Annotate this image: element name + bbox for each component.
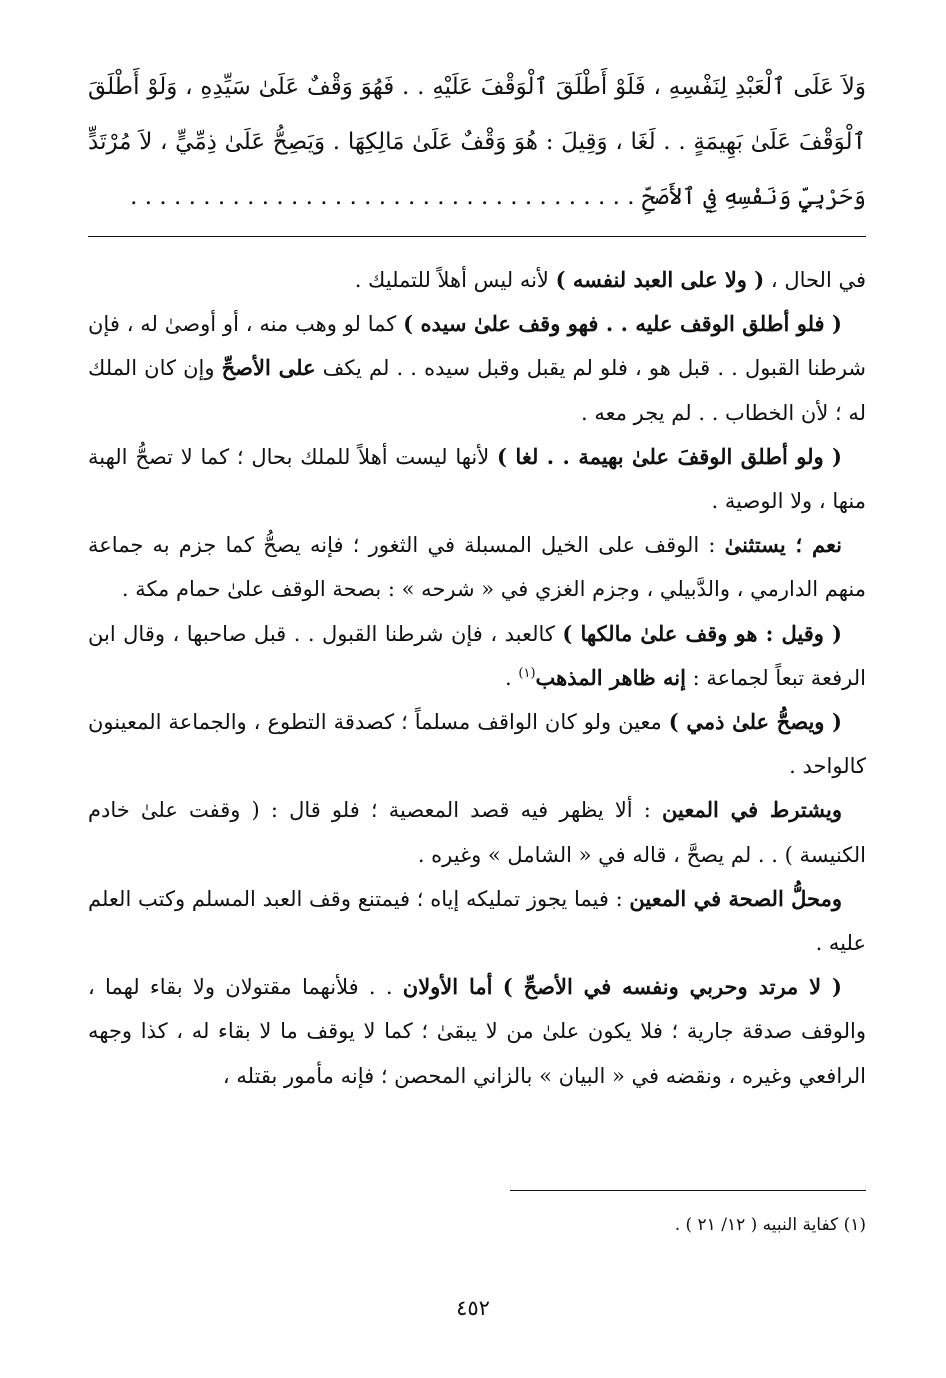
footnote-separator-rule [510,1190,866,1191]
matn-line-1: وَلاَ عَلَى ٱلْعَبْدِ لِنَفْسِهِ ، فَلَوْ أَطْلَقَ ٱلْوَقْفَ عَلَيْهِ . . فَهُوَ وَقْفٌ عَلَىٰ سَيِّدِهِ ، وَلَوْ أَطْلَقَ [88,74,866,100]
sharh-paragraph-7 [88,788,866,876]
p4-text-b: : الوقف على الخيل المسبلة في الثغور ؛ فإنه يصحُّ كما جزم به جماعة منهم الدارمي ، والدَّبيلي ، وجزم الغزي في « شرحه » : بصحة الوقف علىٰ حمام مكة . [88,533,866,602]
sharh-paragraph-3 [88,435,866,523]
p8-bold-term: ومحلُّ الصحة في المعين [629,885,842,911]
p1-bold-quote: ( ولا على العبد لنفسه ) [555,267,765,292]
matn-separator-rule [88,236,866,237]
matn-line-3-text: وَحَرْبِيٍّ وَنَفْسِهِ فِي ٱلأَصَحِّ . [627,184,866,210]
sharh-paragraph-5 [88,612,866,700]
p2-bold-quote: ( فلو أطلق الوقف عليه . . فهو وقف علىٰ سيده ) [403,311,842,337]
matn-text-block [88,60,866,225]
p7-bold-term: ويشترط في المعين [662,797,842,823]
sharh-paragraph-8 [88,877,866,965]
p9-bold-quote: ( لا مرتد وحربي ونفسه في الأصحِّ ) [502,974,842,1000]
p2-text-b: كما لو وهب منه ، أو أوصىٰ له ، فإن شرطنا القبول . . قبل هو ، فلو لم يقبل وقبل سيده . . لم يكف [88,312,866,381]
sharh-paragraph-4 [88,523,866,611]
p1-text-c: لأنه ليس أهلاً للتمليك . [354,268,556,292]
p7-text-b: : ألا يظهر فيه قصد المعصية ؛ فلو قال : ( وقفت علىٰ خادم الكنيسة ) . . لم يصحَّ ، قاله في « الشامل » وغيره . [88,798,866,867]
matn-line-3 [88,170,866,225]
matn-ellipsis-dots: . . . . . . . . . . . . . . . . . . . . . . . . . . . . . . . . . . [130,184,620,210]
p9-space [493,975,503,999]
p5-bold-term: إنه ظاهر المذهب [535,664,686,690]
p5-text-b: كالعبد ، فإن شرطنا القبول . . قبل صاحبها ، وقال ابن الرفعة تبعاً لجماعة : [88,621,866,690]
sharh-commentary-block [88,258,866,1098]
sharh-paragraph-6 [88,700,866,788]
p3-text-b: لأنها ليست أهلاً للملك بحال ؛ كما لا تصحُّ الهبة منها ، ولا الوصية . [88,444,866,514]
p2-text-d: وإن كان الملك له ؛ لأن الخطاب . . لم يجر معه . [88,356,866,425]
p6-text-b: معين ولو كان الواقف مسلماً ؛ كصدقة التطوع ، والجماعة المعينون كالواحد . [88,710,866,779]
p6-bold-quote: ( ويصحُّ علىٰ ذمي ) [668,709,842,735]
sharh-paragraph-1 [88,258,866,302]
sharh-paragraph-2 [88,302,866,435]
page-number: ٤٥٢ [456,1296,490,1320]
p8-text-b: : فيما يجوز تمليكه إياه ؛ فيمتنع وقف العبد المسلم وكتب العلم عليه . [88,886,866,956]
p3-bold-quote: ( ولو أطلق الوقفَ علىٰ بهيمة . . لغا ) [497,443,842,469]
p9-text-d: . . فلأنهما مقتولان ولا بقاء لهما ، والوقف صدقة جارية ؛ فلا يكون علىٰ من لا يبقىٰ ؛ كما لا يوقف ما لا بقاء له ، كذا وجهه الرافعي وغيره ، ونقضه في « البيان » بالزاني المحصن ؛ فإنه مأمور بقتله ، [88,975,866,1088]
footnote: (١) كفاية النبيه ( ١٢/ ٢١ ) . [674,1215,866,1235]
matn-line-2: ٱلْوَقْفَ عَلَىٰ بَهِيمَةٍ . . لَغَا ، وَقِيلَ : هُوَ وَقْفٌ عَلَىٰ مَالِكِهَا . وَيَصِحُّ عَلَىٰ ذِمِّيٍّ ، لاَ مُرْتَدٍّ [88,129,866,155]
p4-bold-term: نعم ؛ يستثنىٰ [724,532,842,558]
sharh-paragraph-9 [88,965,866,1098]
p5-text-d: . [505,665,519,690]
p1-text-a: في الحال ، [764,268,866,292]
footnote-marker: (١) [518,665,536,681]
p2-bold-term: على الأصحِّ [221,355,316,381]
p5-bold-quote: ( وقيل : هو وقف علىٰ مالكها ) [562,620,842,646]
p9-bold-term: أما الأولان [402,974,493,1000]
